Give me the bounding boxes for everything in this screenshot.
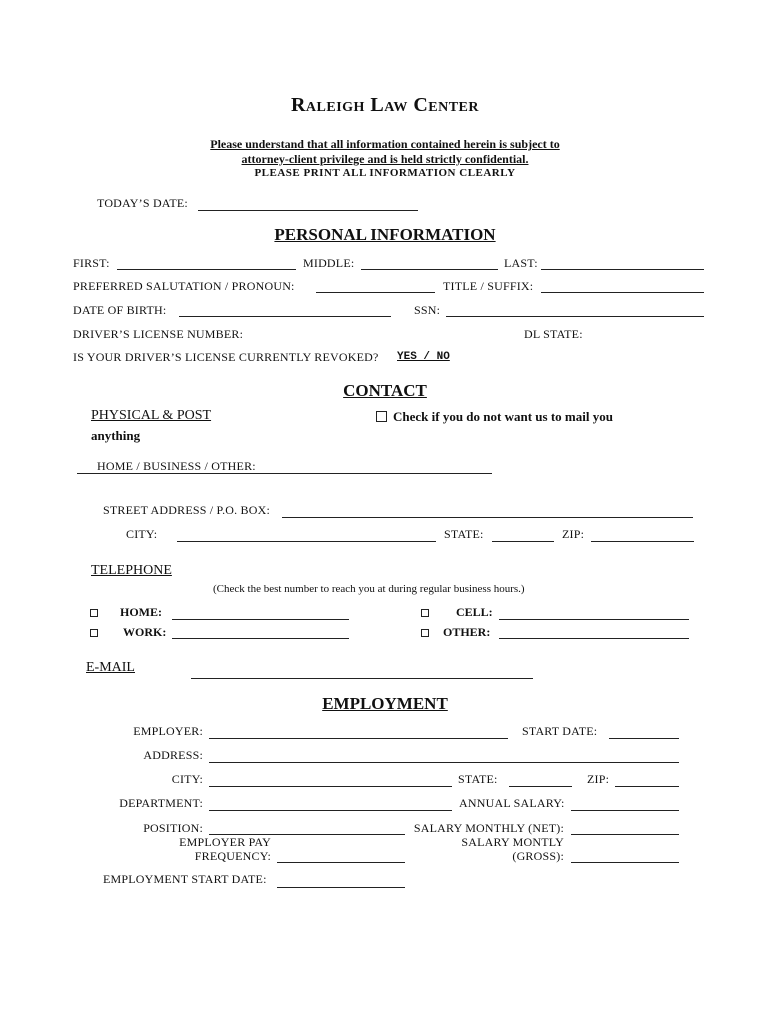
home-business-other-label: HOME / BUSINESS / OTHER: <box>97 459 256 473</box>
street-address-label: STREET ADDRESS / P.O. BOX: <box>103 503 271 517</box>
todays-date-field[interactable] <box>198 210 418 211</box>
cell-phone-field[interactable] <box>499 619 689 620</box>
print-clearly-notice: PLEASE PRINT ALL INFORMATION CLEARLY <box>254 167 516 179</box>
date-of-birth-label: DATE OF BIRTH: <box>73 303 167 317</box>
salutation-field[interactable] <box>316 292 435 293</box>
department-field[interactable] <box>209 810 452 811</box>
title-suffix-label: TITLE / SUFFIX: <box>443 279 534 293</box>
work-phone-label: WORK: <box>123 625 167 639</box>
contact-heading: CONTACT <box>343 381 427 400</box>
last-name-label: LAST: <box>504 256 538 270</box>
drivers-license-number-label: DRIVER’S LICENSE NUMBER: <box>73 327 244 341</box>
other-phone-field[interactable] <box>499 638 689 639</box>
home-phone-field[interactable] <box>172 619 349 620</box>
employment-start-date-field[interactable] <box>277 887 405 888</box>
telephone-subheading: TELEPHONE <box>91 563 172 578</box>
department-label: DEPARTMENT: <box>119 796 203 810</box>
employer-field[interactable] <box>209 738 508 739</box>
contact-zip-label: ZIP: <box>562 527 585 541</box>
employer-city-field[interactable] <box>209 786 452 787</box>
ssn-label: SSN: <box>414 303 441 317</box>
no-mail-label: Check if you do not want us to mail you <box>393 409 613 424</box>
no-mail-checkbox[interactable] <box>376 411 387 422</box>
contact-city-label: CITY: <box>126 527 158 541</box>
annual-salary-label: ANNUAL SALARY: <box>459 796 565 810</box>
confidential-notice-line-1: Please understand that all information contained herein is subject to <box>210 137 560 151</box>
page-title: Raleigh Law Center <box>290 94 480 116</box>
employer-address-field[interactable] <box>209 762 679 763</box>
annual-salary-field[interactable] <box>571 810 679 811</box>
confidential-notice-line-2: attorney-client privilege and is held strictly confidential. <box>241 152 529 166</box>
salutation-label: PREFERRED SALUTATION / PRONOUN: <box>73 279 295 293</box>
employer-state-field[interactable] <box>509 786 572 787</box>
physical-post-subheading: PHYSICAL & POST <box>91 408 212 423</box>
employer-label: EMPLOYER: <box>133 724 203 738</box>
home-phone-label: HOME: <box>120 605 162 619</box>
ssn-field[interactable] <box>446 316 704 317</box>
work-phone-field[interactable] <box>172 638 349 639</box>
salary-montly-label: SALARY MONTLY <box>461 835 564 849</box>
dl-state-label: DL STATE: <box>524 327 583 341</box>
personal-information-heading: PERSONAL INFORMATION <box>274 225 496 244</box>
contact-city-field[interactable] <box>177 541 436 542</box>
position-label: POSITION: <box>143 821 203 835</box>
contact-zip-field[interactable] <box>591 541 694 542</box>
middle-name-field[interactable] <box>361 269 498 270</box>
contact-state-field[interactable] <box>492 541 554 542</box>
employer-start-date-field[interactable] <box>609 738 679 739</box>
license-revoked-label: IS YOUR DRIVER’S LICENSE CURRENTLY REVOKED? <box>73 350 379 364</box>
email-subheading: E-MAIL <box>86 660 135 675</box>
pay-frequency-label: FREQUENCY: <box>194 849 271 863</box>
salary-gross-field[interactable] <box>571 862 679 863</box>
date-of-birth-field[interactable] <box>179 316 391 317</box>
employer-zip-field[interactable] <box>615 786 679 787</box>
other-phone-checkbox[interactable] <box>421 629 429 637</box>
salary-gross-label: (GROSS): <box>512 849 564 863</box>
employer-start-date-label: START DATE: <box>522 724 598 738</box>
home-business-other-field[interactable] <box>77 473 492 474</box>
title-suffix-field[interactable] <box>541 292 704 293</box>
first-name-label: FIRST: <box>73 256 110 270</box>
cell-phone-label: CELL: <box>456 605 493 619</box>
last-name-field[interactable] <box>541 269 704 270</box>
middle-name-label: MIDDLE: <box>303 256 355 270</box>
salary-monthly-net-field[interactable] <box>571 834 679 835</box>
todays-date-label: TODAY’S DATE: <box>97 196 188 210</box>
work-phone-checkbox[interactable] <box>90 629 98 637</box>
employer-zip-label: ZIP: <box>587 772 610 786</box>
license-revoked-options[interactable]: YES / NO <box>397 351 450 363</box>
employment-start-date-label: EMPLOYMENT START DATE: <box>103 872 267 886</box>
other-phone-label: OTHER: <box>443 625 491 639</box>
employer-city-label: CITY: <box>171 772 203 786</box>
employer-pay-label: EMPLOYER PAY <box>179 835 271 849</box>
telephone-note: (Check the best number to reach you at during regular business hours.) <box>213 583 525 595</box>
salary-monthly-net-label: SALARY MONTHLY (NET): <box>413 821 564 835</box>
employment-heading: EMPLOYMENT <box>322 694 448 713</box>
home-phone-checkbox[interactable] <box>90 609 98 617</box>
street-address-field[interactable] <box>282 517 693 518</box>
anything-text: anything <box>91 428 141 443</box>
employer-state-label: STATE: <box>458 772 498 786</box>
employer-address-label: ADDRESS: <box>143 748 203 762</box>
contact-state-label: STATE: <box>444 527 484 541</box>
pay-frequency-field[interactable] <box>277 862 405 863</box>
cell-phone-checkbox[interactable] <box>421 609 429 617</box>
first-name-field[interactable] <box>117 269 296 270</box>
email-field[interactable] <box>191 678 533 679</box>
